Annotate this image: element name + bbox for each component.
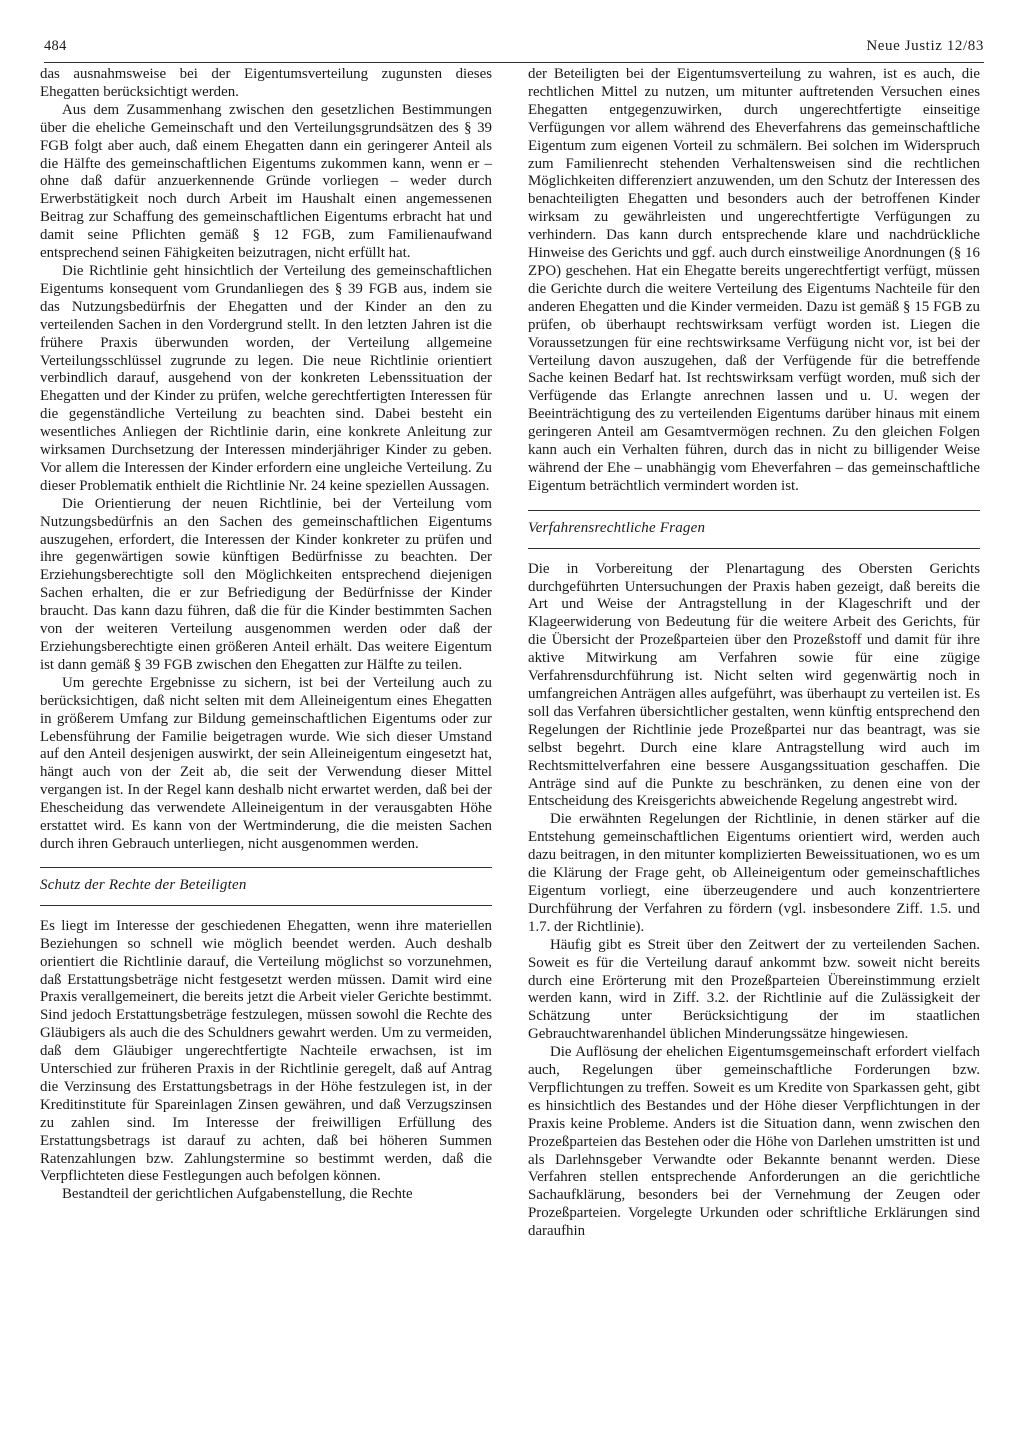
journal-running-head: Neue Justiz 12/83	[866, 38, 984, 54]
section-heading: Schutz der Rechte der Beteiligten	[40, 876, 247, 893]
paragraph: Die erwähnten Regelungen der Richtlinie, in denen stärker auf die Entstehung gemeinschaftlichen Eigentums orientiert wird, werden auch dazu beitragen, in den mitunter komplizierten Beweissituationen, wo es um die Klärung der Frage geht, ob Alleineigentum oder gemeinschaftliches Eigentum vorliegt, eine überzeugendere und auch konzentriertere Durchführung der Verfahren zu fördern (vgl. insbesondere Ziff. 1.5. und 1.7. der Richtlinie).	[528, 811, 980, 935]
paragraph: der Beteiligten bei der Eigentumsverteilung zu wahren, ist es auch, die rechtlichen Mittel zu nutzen, um mitunter auftretenden Versuchen eines Ehegatten entgegenzuwirken, durch ungerechtfertigte einseitige Verfügungen vor allem während des Eheverfahrens das gemeinschaftliche Eigentum zum eigenen Vorteil zu schmälern. Bei solchen im Widerspruch zum Familienrecht stehenden Verhaltensweisen sind die rechtlichen Möglichkeiten differenziert anzuwenden, um den Schutz der Interessen des benachteiligten Ehegatten und besonders auch der betroffenen Kinder wirksam zu gewährleisten und ungerechtfertigte Verfügungen zu verhindern. Das kann durch entsprechende klare und nachdrückliche Hinweise des Gerichts und ggf. auch durch einstweilige Anordnungen (§ 16 ZPO) geschehen. Hat ein Ehegatte bereits ungerechtfertigt verfügt, müssen die Gerichte durch die weitere Verteilung des Eigentums Nachteile für den anderen Ehegatten und die Kinder vermeiden. Dazu ist gemäß § 15 FGB zu prüfen, ob überhaupt rechtswirksam verfügt worden ist. Liegen die Voraussetzungen für eine rechtswirksame Verfügung nicht vor, ist bei der Verteilung davon auszugehen, daß der Verfügende für die betreffende Sache keinen Bedarf hat. Ist rechtswirksam verfügt worden, muß sich der Verfügende das Erlangte anrechnen lassen und u. U. wegen der Beeinträchtigung des zu verteilenden Eigentums darüber hinaus mit einem geringeren Anteil am Gesamtvermögen rechnen. Zu den gleichen Folgen kann auch ein Verhalten führen, durch das in nicht zu billigender Weise während der Ehe – unabhängig vom Eheverfahren – das gemeinschaftliche Eigentum beträchtlich vermindert worden ist.	[528, 66, 980, 494]
paragraph: das ausnahmsweise bei der Eigentumsverteilung zugunsten dieses Ehegatten berücksichtigt werden.	[40, 66, 492, 100]
paragraph: Die Richtlinie geht hinsichtlich der Verteilung des gemeinschaftlichen Eigentums konsequent vom Grundanliegen des § 39 FGB aus, indem sie das Nutzungsbedürfnis der Ehegatten und der Kinder an den zu verteilenden Sachen in den Vordergrund stellt. In den letzten Jahren ist die frühere Praxis überwunden worden, der Verteilung allgemeine Verteilungsschlüssel zugrunde zu legen. Die neue Richtlinie orientiert verbindlich darauf, ausgehend von der konkreten Lebenssituation der Ehegatten und der Kinder zu prüfen, welche gerechtfertigten Interessen für die gegenständliche Verteilung zu beachten sind. Dabei besteht ein wesentliches Anliegen der Richtlinie darin, eine konkrete Anleitung zur wirksamen Durchsetzung der Interessen minderjähriger Kinder zu geben. Vor allem die Interessen der Kinder erfordern eine ungleiche Verteilung. Zu dieser Problematik enthielt die Richtlinie Nr. 24 keine speziellen Aussagen.	[40, 262, 492, 494]
paragraph: Bestandteil der gerichtlichen Aufgabenstellung, die Rechte	[62, 1186, 413, 1203]
section-heading: Verfahrensrechtliche Fragen	[528, 519, 706, 536]
section-heading-box	[40, 867, 492, 906]
paragraph: Die Orientierung der neuen Richtlinie, bei der Verteilung vom Nutzungsbedürfnis an den Sachen des gemeinschaftlichen Eigentums auszugehen, erfordert, die Interessen der Kinder konkreter zu prüfen und ihre gegenwärtigen sowie künftigen Bedürfnisse zu beachten. Der Erziehungsberechtigte soll den Möglichkeiten entsprechend diejenigen Sachen erhalten, die er zur Befriedigung der Bedürfnisse der Kinder braucht. Das kann dazu führen, daß die für die Kinder bestimmten Sachen von der weiteren Verteilung ausgenommen werden oder daß der Erziehungsberechtigte einen größeren Anteil erhält. Das weitere Eigentum ist dann gemäß § 39 FGB zwischen den Ehegatten zur Hälfte zu teilen.	[40, 495, 492, 673]
right-column	[528, 66, 980, 1241]
header-rule	[44, 62, 984, 63]
paragraph: Die Auflösung der ehelichen Eigentumsgemeinschaft erfordert vielfach auch, Regelungen über gemeinschaftliche Forderungen bzw. Verpflichtungen zu treffen. Soweit es um Kredite von Sparkassen geht, gibt es hinsichtlich des Bestandes und der Höhe dieser Verpflichtungen in der Praxis keine Probleme. Anders ist die Situation dann, wenn zwischen den Prozeßparteien das Bestehen oder die Höhe von Darlehen umstritten ist und als Darlehnsgeber Verwandte oder Bekannte benannt werden. Diese Verfahren stellen entsprechende Anforderungen an die gerichtliche Sachaufklärung, besonders bei der Vernehmung der Zeugen oder Prozeßparteien. Vorgelegte Urkunden oder schriftliche Erklärungen sind daraufhin	[528, 1044, 980, 1240]
paragraph: Aus dem Zusammenhang zwischen den gesetzlichen Bestimmungen über die eheliche Gemeinschaft und den Verteilungsgrundsätzen des § 39 FGB folgt aber auch, daß einem Ehegatten dann ein geringerer Anteil als die Hälfte des gemeinschaftlichen Eigentums zukommen kann, wenn er – ohne daß dafür anzuerkennende Gründe vorliegen – weder durch Erwerbstätigkeit noch durch Arbeit im Haushalt einen angemessenen Beitrag zur Schaffung des gemeinschaftlichen Eigentums erbracht hat und damit seine Pflichten gemäß § 12 FGB, zum Familienaufwand entsprechend seinen Fähigkeiten beizutragen, nicht erfüllt hat.	[40, 101, 492, 262]
paragraph: Es liegt im Interesse der geschiedenen Ehegatten, wenn ihre materiellen Beziehungen so schnell wie möglich beendet werden. Auch deshalb orientiert die Richtlinie darauf, die Verteilung möglichst so vorzunehmen, daß Erstattungsbeträge nicht festgesetzt werden müssen. Damit wird eine Praxis verallgemeinert, die bereits jetzt die Arbeit vieler Gerichte bestimmt. Sind jedoch Erstattungsbeträge festzulegen, müssen sowohl die Rechte des Gläubigers als auch die des Schuldners gewahrt werden. Um zu vermeiden, daß dem Gläubiger ungerechtfertigte Nachteile erwachsen, ist im Unterschied zur früheren Praxis in der Richtlinie geregelt, daß auf Antrag die Verzinsung des Erstattungsbetrags in der Höhe festzulegen ist, in der Kreditinstitute für Spareinlagen Zinsen gewähren, und daß Verzugszinsen zu zahlen sind. Im Interesse der freiwilligen Erfüllung des Erstattungsbetrags ist darauf zu achten, daß bei höheren Summen Ratenzahlungen bzw. Zahlungstermine so bestimmt werden, daß die Verpflichteten diese Festlegungen auch befolgen können.	[40, 917, 492, 1185]
left-column	[40, 66, 492, 1204]
section-heading-box	[528, 510, 980, 549]
paragraph: Häufig gibt es Streit über den Zeitwert der zu verteilenden Sachen. Soweit es für die Verteilung darauf ankommt bzw. soweit nicht bereits durch eine Erörterung mit den Prozeßparteien Übereinstimmung erzielt werden kann, wird in Ziff. 3.2. der Richtlinie auf die Zulässigkeit der Schätzung unter Berücksichtigung der im staatlichen Gebrauchtwarenhandel üblichen Minderungssätze hingewiesen.	[528, 936, 980, 1043]
paragraph: Um gerechte Ergebnisse zu sichern, ist bei der Verteilung auch zu berücksichtigen, daß nicht selten mit dem Alleineigentum eines Ehegatten in größerem Umfang zur Bildung gemeinschaftlichen Eigentums oder zur Lebensführung der Familie beigetragen wurde. Wie sich dieser Umstand auf den Anteil desjenigen auswirkt, der sein Alleineigentum eingesetzt hat, hängt auch von der Zeit ab, die seit der Verwendung dieser Mittel vergangen ist. In der Regel kann deshalb nicht erwartet werden, daß bei der Ehescheidung das verwendete Alleineigentum in der verausgabten Höhe erstattet wird. Es kann von der Wertminderung, die die meisten Sachen durch ihren Gebrauch unterliegen, nicht ausgenommen werden.	[40, 674, 492, 852]
paragraph: Die in Vorbereitung der Plenartagung des Obersten Gerichts durchgeführten Untersuchungen der Praxis haben gezeigt, daß bereits die Art und Weise der Antragstellung in der Klageschrift und der Klageerwiderung von Bedeutung für die weitere Arbeit des Gerichts, für die Übersicht der Prozeßparteien über den Prozeßstoff und damit für ihre aktive Mitwirkung am Verfahren sowie für eine zügige Verfahrensdurchführung ist. Nicht selten wird gegenwärtig noch in umfangreichen Anträgen alles aufgeführt, was überhaupt zu verteilen ist. Es soll das Verfahren übersichtlicher gestalten, wenn künftig entsprechend den Regelungen der Richtlinie jede Prozeßpartei nur das beantragt, was sie selbst begehrt. Durch eine klare Antragstellung wird auch im Rechtsmittelverfahren eine bessere Ausgangssituation geschaffen. Die Anträge sind auf die Punkte zu beschränken, zu denen eine von der Entscheidung des Kreisgerichts abweichende Regelung angestrebt wird.	[528, 560, 980, 810]
page-number: 484	[44, 38, 67, 54]
